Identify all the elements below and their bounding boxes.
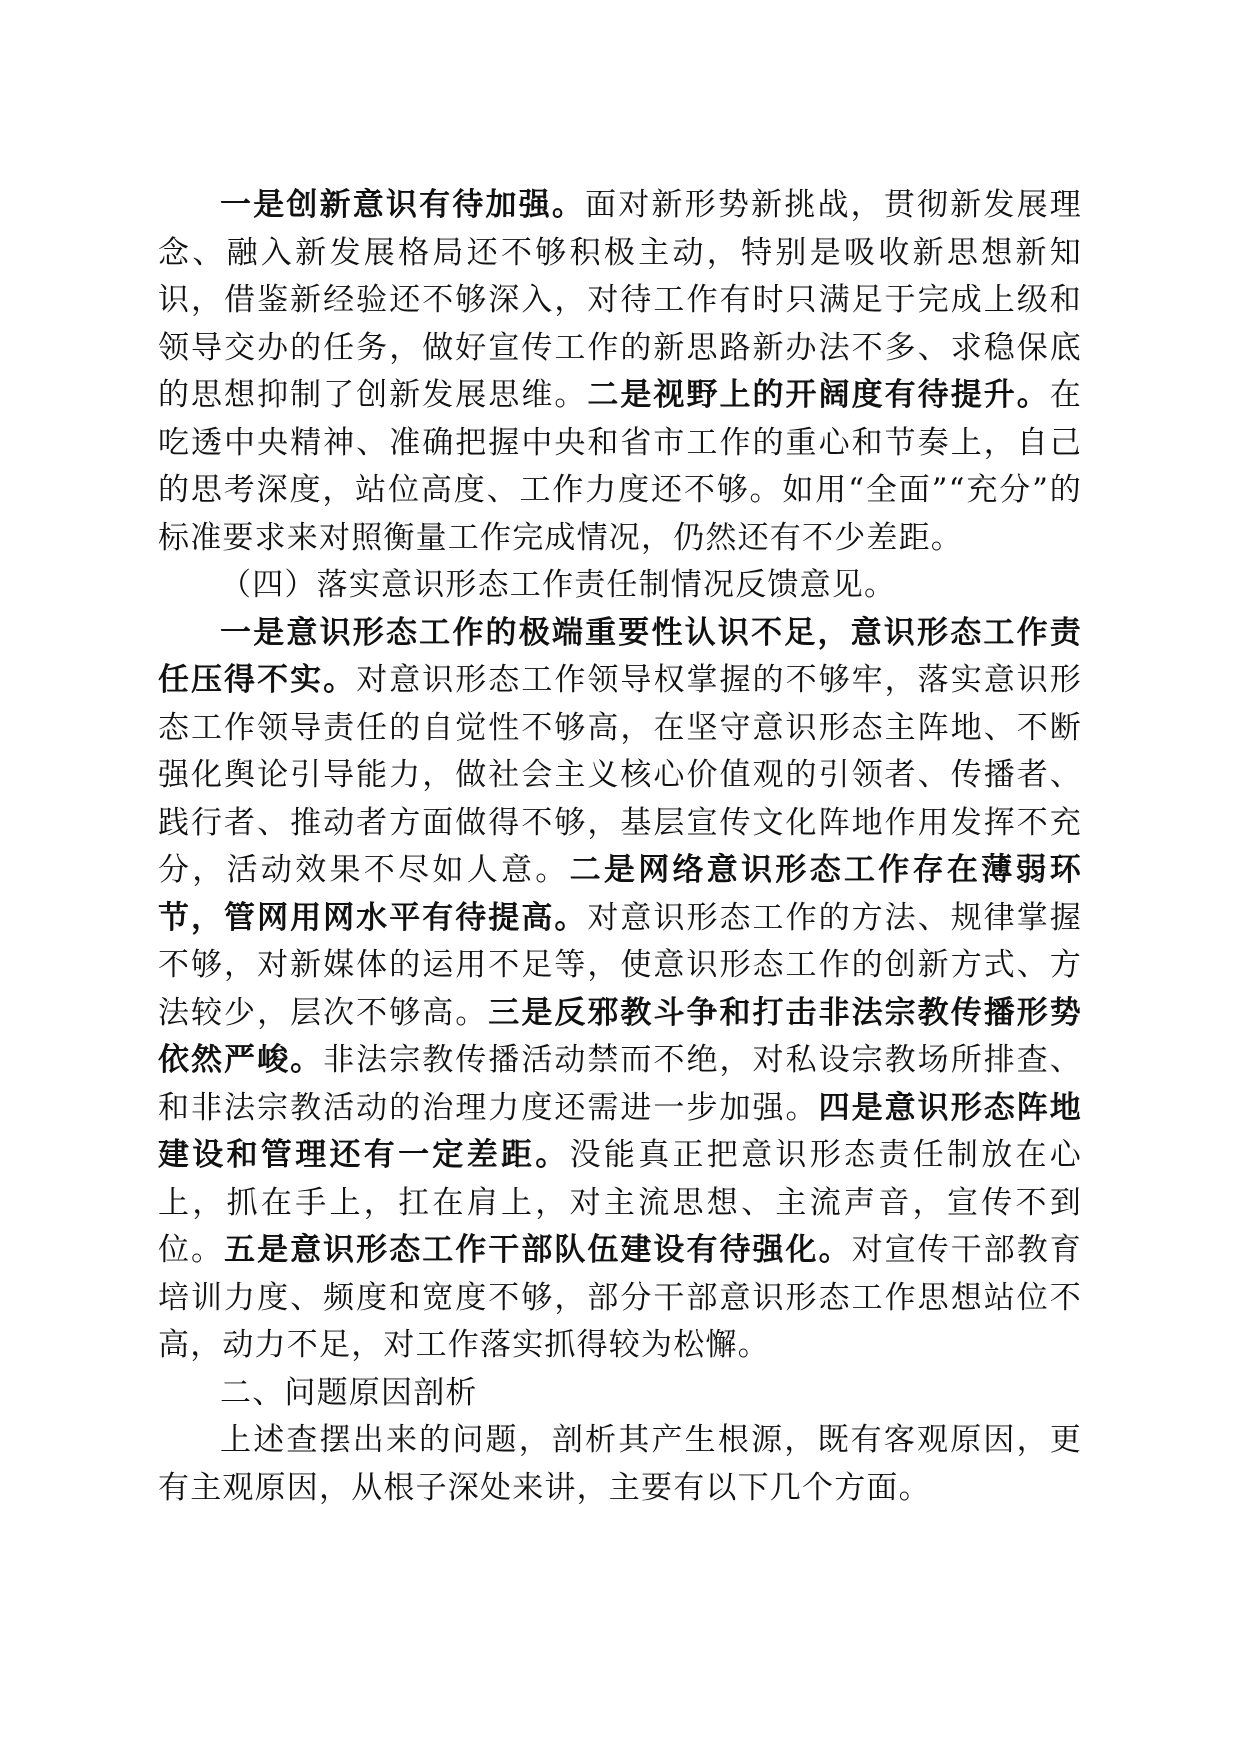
- document-page: [158, 182, 1082, 1512]
- body-text: 在吃透中央精神、准确把握中央和省市工作的重心和节奏上，自己的思考深度，站位高度、工作力度还不够。如用“全面”“充分”的标准要求来对照衡量工作完成情况，仍然还有不少差距。: [158, 377, 1082, 556]
- body-text: 非法宗教传播活动禁而不绝，对私设宗教场所排查、和非法宗教活动的治理力度还需进一步加强。: [158, 1042, 1082, 1126]
- bold-lead: 二是视野上的开阔度有待提升。: [587, 377, 1050, 413]
- body-text: 对意识形态工作的方法、规律掌握不够，对新媒体的运用不足等，使意识形态工作的创新方式、方法较少，层次不够高。: [158, 899, 1082, 1031]
- body-text: 对宣传干部教育培训力度、频度和宽度不够，部分干部意识形态工作思想站位不高，动力不足，对工作落实抓得较为松懈。: [158, 1232, 1082, 1363]
- body-text: 面对新形势新挑战，贯彻新发展理念、融入新发展格局还不够积极主动，特别是吸收新思想新知识，借鉴新经验还不够深入，对待工作有时只满足于完成上级和领导交办的任务，做好宣传工作的新思路新办法不多、求稳保底的思想抑制了创新发展思维。: [158, 187, 1082, 413]
- paragraph-closing: 上述查摆出来的问题，剖析其产生根源，既有客观原因，更有主观原因，从根子深处来讲，主要有以下几个方面。: [158, 1422, 1082, 1506]
- paragraph-innovation: [158, 182, 1082, 562]
- bold-lead: 三是反邪教斗争和打击非法宗教传播形势依然严峻。: [158, 994, 1082, 1078]
- bold-lead: 一是创新意识有待加强。: [220, 187, 586, 223]
- paragraph-ideology: [158, 610, 1082, 1370]
- section-heading: 二、问题原因剖析: [220, 1374, 478, 1411]
- body-text: 对意识形态工作领导权掌握的不够牢，落实意识形态工作领导责任的自觉性不够高，在坚守意识形态主阵地、不断强化舆论引导能力，做社会主义核心价值观的引领者、传播者、践行者、推动者方面做得不够，基层宣传文化阵地作用发挥不充分，活动效果不尽如人意。: [158, 662, 1083, 888]
- bold-lead: 五是意识形态工作干部队伍建设有待强化。: [224, 1232, 852, 1268]
- section-subheading: [158, 562, 1082, 610]
- bold-lead: 四是意识形态阵地建设和管理还有一定差距。: [158, 1089, 1082, 1173]
- bold-lead: 二是网络意识形态工作存在薄弱环节，管网用网水平有待提高。: [158, 852, 1083, 936]
- body-text: 没能真正把意识形态责任制放在心上，抓在手上，扛在肩上，对主流思想、主流声音，宣传不到位。: [158, 1137, 1083, 1268]
- bold-lead: 一是意识形态工作的极端重要性认识不足，意识形态工作责任压得不实。: [158, 614, 1082, 698]
- subheading-text: （四）落实意识形态工作责任制情况反馈意见。: [220, 567, 897, 603]
